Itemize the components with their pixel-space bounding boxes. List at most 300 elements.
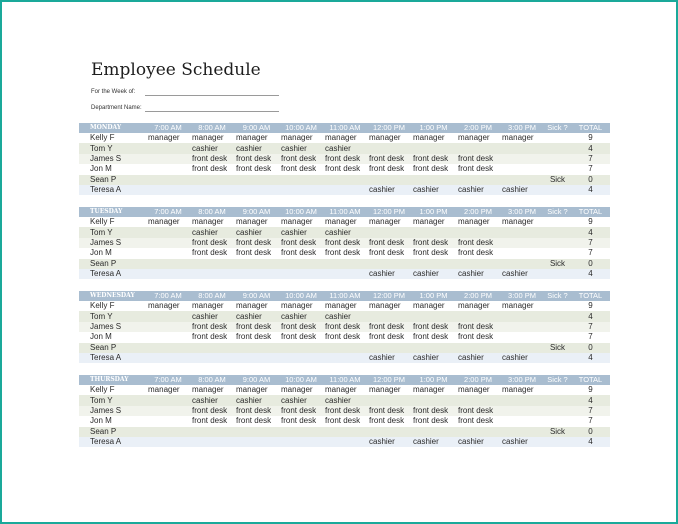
total-cell: 4 — [571, 353, 610, 363]
shift-cell — [146, 238, 190, 248]
sick-header: Sick ? — [544, 123, 571, 133]
table-row — [79, 154, 610, 164]
shift-cell: front desk — [456, 406, 500, 416]
sick-header: Sick ? — [544, 207, 571, 217]
sick-cell: Sick — [544, 175, 571, 185]
shift-cell — [500, 343, 544, 353]
total-cell: 7 — [571, 248, 610, 258]
sick-header: Sick ? — [544, 375, 571, 385]
shift-cell: front desk — [234, 322, 279, 332]
employee-name: Tom Y — [79, 311, 146, 321]
shift-cell — [500, 395, 544, 405]
shift-cell — [146, 343, 190, 353]
sick-cell — [544, 332, 571, 342]
shift-cell — [146, 353, 190, 363]
shift-cell — [279, 343, 323, 353]
shift-cell — [323, 343, 367, 353]
sick-cell — [544, 143, 571, 153]
shift-cell: cashier — [456, 185, 500, 195]
employee-name: James S — [79, 406, 146, 416]
time-header: 12:00 PM — [367, 375, 411, 385]
table-row — [79, 416, 610, 426]
employee-name: Sean P — [79, 259, 146, 269]
employee-name: Teresa A — [79, 353, 146, 363]
shift-cell — [234, 185, 279, 195]
total-cell: 4 — [571, 395, 610, 405]
table-row — [79, 133, 610, 143]
time-header: 9:00 AM — [234, 291, 279, 301]
table-row — [79, 143, 610, 153]
shift-cell — [279, 175, 323, 185]
employee-name: Teresa A — [79, 269, 146, 279]
shift-cell: cashier — [411, 353, 456, 363]
table-row — [79, 406, 610, 416]
shift-cell: manager — [234, 301, 279, 311]
day-name: MONDAY — [79, 123, 146, 133]
shift-cell — [146, 227, 190, 237]
shift-cell: front desk — [367, 322, 411, 332]
total-cell: 7 — [571, 238, 610, 248]
shift-cell: front desk — [234, 154, 279, 164]
shift-cell: front desk — [279, 406, 323, 416]
shift-cell — [279, 353, 323, 363]
shift-cell: manager — [279, 217, 323, 227]
shift-cell — [367, 175, 411, 185]
shift-cell — [323, 353, 367, 363]
shift-cell — [146, 406, 190, 416]
shift-cell: front desk — [190, 322, 234, 332]
shift-cell: cashier — [500, 353, 544, 363]
employee-name: Kelly F — [79, 133, 146, 143]
shift-cell — [146, 143, 190, 153]
employee-name: Teresa A — [79, 185, 146, 195]
shift-cell — [279, 185, 323, 195]
shift-cell: manager — [500, 301, 544, 311]
shift-cell: front desk — [411, 406, 456, 416]
shift-cell — [411, 175, 456, 185]
shift-cell: manager — [146, 133, 190, 143]
total-cell: 0 — [571, 175, 610, 185]
time-header: 12:00 PM — [367, 123, 411, 133]
shift-cell: manager — [411, 301, 456, 311]
shift-cell: front desk — [367, 154, 411, 164]
shift-cell — [500, 164, 544, 174]
sick-cell — [544, 154, 571, 164]
sick-cell: Sick — [544, 427, 571, 437]
schedule-table-monday — [79, 123, 610, 195]
shift-cell: front desk — [411, 154, 456, 164]
shift-cell: cashier — [190, 311, 234, 321]
time-header: 11:00 AM — [323, 375, 367, 385]
sick-cell — [544, 238, 571, 248]
time-header: 7:00 AM — [146, 375, 190, 385]
shift-cell — [367, 427, 411, 437]
shift-cell: manager — [411, 217, 456, 227]
shift-cell — [456, 395, 500, 405]
shift-cell — [146, 416, 190, 426]
shift-cell: cashier — [367, 353, 411, 363]
time-header: 2:00 PM — [456, 207, 500, 217]
table-row — [79, 185, 610, 195]
shift-cell: front desk — [367, 248, 411, 258]
employee-name: Jon M — [79, 332, 146, 342]
sick-cell — [544, 301, 571, 311]
shift-cell: manager — [146, 301, 190, 311]
employee-name: Sean P — [79, 427, 146, 437]
total-header: TOTAL — [571, 291, 610, 301]
shift-cell: front desk — [456, 164, 500, 174]
week-label: For the Week of: — [91, 89, 136, 95]
employee-name: James S — [79, 154, 146, 164]
shift-cell — [234, 175, 279, 185]
employee-name: Tom Y — [79, 143, 146, 153]
sick-cell — [544, 311, 571, 321]
sick-cell — [544, 395, 571, 405]
shift-cell: front desk — [323, 164, 367, 174]
employee-name: Teresa A — [79, 437, 146, 447]
shift-cell: front desk — [367, 332, 411, 342]
shift-cell: manager — [456, 133, 500, 143]
employee-name: James S — [79, 238, 146, 248]
sick-cell — [544, 185, 571, 195]
shift-cell — [234, 437, 279, 447]
shift-cell — [323, 185, 367, 195]
schedule-table-tuesday — [79, 207, 610, 279]
shift-cell — [411, 259, 456, 269]
shift-cell: cashier — [367, 269, 411, 279]
table-row — [79, 385, 610, 395]
shift-cell: front desk — [279, 322, 323, 332]
total-header: TOTAL — [571, 375, 610, 385]
shift-cell — [279, 437, 323, 447]
total-cell: 7 — [571, 154, 610, 164]
employee-name: Kelly F — [79, 301, 146, 311]
shift-cell — [500, 311, 544, 321]
shift-cell: front desk — [279, 332, 323, 342]
shift-cell: cashier — [456, 353, 500, 363]
shift-cell: front desk — [190, 164, 234, 174]
employee-name: Sean P — [79, 175, 146, 185]
time-header: 3:00 PM — [500, 291, 544, 301]
shift-cell: front desk — [456, 332, 500, 342]
shift-cell: manager — [456, 301, 500, 311]
shift-cell — [234, 343, 279, 353]
shift-cell — [146, 185, 190, 195]
shift-cell — [456, 227, 500, 237]
table-row — [79, 259, 610, 269]
total-cell: 7 — [571, 416, 610, 426]
shift-cell — [146, 259, 190, 269]
shift-cell: manager — [456, 217, 500, 227]
shift-cell — [279, 269, 323, 279]
shift-cell: front desk — [456, 322, 500, 332]
shift-cell: manager — [323, 217, 367, 227]
employee-name: Jon M — [79, 164, 146, 174]
shift-cell — [146, 322, 190, 332]
shift-cell — [500, 416, 544, 426]
shift-cell — [500, 406, 544, 416]
shift-cell: cashier — [500, 437, 544, 447]
total-cell: 0 — [571, 427, 610, 437]
total-cell: 9 — [571, 301, 610, 311]
shift-cell — [190, 175, 234, 185]
shift-cell: cashier — [234, 143, 279, 153]
shift-cell: cashier — [323, 311, 367, 321]
shift-cell: manager — [500, 385, 544, 395]
shift-cell — [146, 269, 190, 279]
time-header: 3:00 PM — [500, 375, 544, 385]
document-title: Employee Schedule — [91, 60, 261, 80]
shift-cell: front desk — [367, 164, 411, 174]
shift-cell: cashier — [279, 227, 323, 237]
shift-cell: cashier — [323, 227, 367, 237]
sick-cell: Sick — [544, 343, 571, 353]
total-cell: 9 — [571, 133, 610, 143]
shift-cell — [411, 427, 456, 437]
schedule-table-wednesday — [79, 291, 610, 363]
shift-cell: cashier — [190, 227, 234, 237]
shift-cell — [500, 175, 544, 185]
time-header: 7:00 AM — [146, 207, 190, 217]
shift-cell — [146, 164, 190, 174]
table-row — [79, 175, 610, 185]
shift-cell — [456, 311, 500, 321]
shift-cell — [323, 259, 367, 269]
shift-cell: manager — [146, 385, 190, 395]
shift-cell: front desk — [456, 248, 500, 258]
day-name: TUESDAY — [79, 207, 146, 217]
shift-cell: cashier — [500, 185, 544, 195]
department-label: Department Name: — [91, 105, 142, 111]
sick-cell — [544, 217, 571, 227]
shift-cell: manager — [456, 385, 500, 395]
shift-cell — [411, 143, 456, 153]
shift-cell — [323, 269, 367, 279]
shift-cell — [190, 343, 234, 353]
shift-cell: front desk — [190, 248, 234, 258]
shift-cell — [367, 227, 411, 237]
shift-cell — [234, 259, 279, 269]
department-input-line[interactable] — [145, 111, 279, 112]
table-row — [79, 227, 610, 237]
total-cell: 4 — [571, 185, 610, 195]
shift-cell: manager — [190, 385, 234, 395]
shift-cell: cashier — [456, 437, 500, 447]
table-row — [79, 427, 610, 437]
shift-cell: manager — [500, 217, 544, 227]
total-cell: 9 — [571, 385, 610, 395]
total-cell: 7 — [571, 164, 610, 174]
shift-cell: cashier — [411, 185, 456, 195]
time-header: 12:00 PM — [367, 207, 411, 217]
employee-name: Kelly F — [79, 385, 146, 395]
shift-cell — [456, 175, 500, 185]
total-cell: 7 — [571, 332, 610, 342]
shift-cell: front desk — [234, 406, 279, 416]
shift-cell — [146, 154, 190, 164]
table-row — [79, 437, 610, 447]
shift-cell — [500, 154, 544, 164]
time-header: 1:00 PM — [411, 207, 456, 217]
shift-cell: front desk — [411, 164, 456, 174]
shift-cell — [146, 427, 190, 437]
table-row — [79, 301, 610, 311]
shift-cell: front desk — [279, 154, 323, 164]
shift-cell: cashier — [234, 311, 279, 321]
sick-cell — [544, 322, 571, 332]
table-header-row — [79, 291, 610, 301]
shift-cell: cashier — [456, 269, 500, 279]
time-header: 9:00 AM — [234, 375, 279, 385]
shift-cell: front desk — [323, 406, 367, 416]
shift-cell: cashier — [500, 269, 544, 279]
sick-cell — [544, 269, 571, 279]
shift-cell — [411, 227, 456, 237]
shift-cell: manager — [411, 385, 456, 395]
shift-cell: cashier — [411, 437, 456, 447]
time-header: 8:00 AM — [190, 291, 234, 301]
shift-cell: cashier — [190, 143, 234, 153]
shift-cell: manager — [234, 217, 279, 227]
table-row — [79, 248, 610, 258]
shift-cell: manager — [367, 301, 411, 311]
shift-cell — [190, 353, 234, 363]
sick-cell — [544, 133, 571, 143]
shift-cell — [279, 259, 323, 269]
shift-cell: front desk — [323, 238, 367, 248]
time-header: 11:00 AM — [323, 207, 367, 217]
shift-cell — [500, 238, 544, 248]
shift-cell: front desk — [456, 416, 500, 426]
total-cell: 0 — [571, 259, 610, 269]
shift-cell — [146, 311, 190, 321]
shift-cell: manager — [367, 385, 411, 395]
shift-cell: front desk — [279, 416, 323, 426]
shift-cell: front desk — [323, 322, 367, 332]
shift-cell — [234, 427, 279, 437]
shift-cell — [146, 248, 190, 258]
shift-cell — [500, 332, 544, 342]
shift-cell: manager — [190, 217, 234, 227]
shift-cell: manager — [190, 133, 234, 143]
shift-cell — [456, 259, 500, 269]
time-header: 1:00 PM — [411, 291, 456, 301]
sick-cell — [544, 385, 571, 395]
shift-cell: front desk — [279, 238, 323, 248]
sick-header: Sick ? — [544, 291, 571, 301]
shift-cell: cashier — [323, 395, 367, 405]
shift-cell — [190, 437, 234, 447]
shift-cell: manager — [279, 133, 323, 143]
sick-cell — [544, 227, 571, 237]
shift-cell: manager — [279, 301, 323, 311]
shift-cell: cashier — [367, 437, 411, 447]
sick-cell — [544, 248, 571, 258]
employee-name: Kelly F — [79, 217, 146, 227]
shift-cell: front desk — [411, 238, 456, 248]
shift-cell: front desk — [323, 248, 367, 258]
time-header: 11:00 AM — [323, 123, 367, 133]
total-header: TOTAL — [571, 123, 610, 133]
time-header: 2:00 PM — [456, 291, 500, 301]
sick-cell — [544, 416, 571, 426]
shift-cell — [456, 343, 500, 353]
shift-cell: cashier — [190, 395, 234, 405]
shift-cell — [456, 427, 500, 437]
shift-cell: front desk — [279, 248, 323, 258]
shift-cell — [367, 311, 411, 321]
shift-cell: front desk — [411, 416, 456, 426]
shift-cell: cashier — [234, 227, 279, 237]
total-cell: 4 — [571, 269, 610, 279]
shift-cell — [323, 427, 367, 437]
shift-cell: front desk — [190, 154, 234, 164]
shift-cell: cashier — [234, 395, 279, 405]
shift-cell — [500, 248, 544, 258]
time-header: 9:00 AM — [234, 123, 279, 133]
shift-cell: front desk — [234, 248, 279, 258]
day-name: THURSDAY — [79, 375, 146, 385]
shift-cell: front desk — [367, 238, 411, 248]
shift-cell: front desk — [234, 238, 279, 248]
shift-cell — [190, 259, 234, 269]
shift-cell — [146, 437, 190, 447]
sick-cell — [544, 353, 571, 363]
shift-cell — [411, 311, 456, 321]
table-header-row — [79, 123, 610, 133]
shift-cell — [323, 175, 367, 185]
employee-name: Jon M — [79, 416, 146, 426]
shift-cell — [146, 332, 190, 342]
shift-cell: front desk — [234, 164, 279, 174]
shift-cell: cashier — [279, 311, 323, 321]
table-row — [79, 238, 610, 248]
time-header: 3:00 PM — [500, 123, 544, 133]
shift-cell: cashier — [323, 143, 367, 153]
table-row — [79, 217, 610, 227]
shift-cell: front desk — [190, 332, 234, 342]
shift-cell: manager — [323, 385, 367, 395]
table-row — [79, 395, 610, 405]
time-header: 1:00 PM — [411, 375, 456, 385]
table-row — [79, 269, 610, 279]
shift-cell: front desk — [234, 416, 279, 426]
time-header: 1:00 PM — [411, 123, 456, 133]
shift-cell: front desk — [456, 238, 500, 248]
table-header-row — [79, 375, 610, 385]
sick-cell — [544, 437, 571, 447]
table-row — [79, 353, 610, 363]
table-row — [79, 164, 610, 174]
shift-cell — [500, 427, 544, 437]
table-row — [79, 332, 610, 342]
week-input-line[interactable] — [145, 95, 279, 96]
shift-cell — [234, 353, 279, 363]
shift-cell: front desk — [323, 416, 367, 426]
shift-cell: front desk — [323, 154, 367, 164]
time-header: 8:00 AM — [190, 123, 234, 133]
shift-cell — [500, 143, 544, 153]
shift-cell: manager — [367, 217, 411, 227]
total-cell: 7 — [571, 406, 610, 416]
shift-cell — [500, 259, 544, 269]
time-header: 9:00 AM — [234, 207, 279, 217]
shift-cell: front desk — [367, 406, 411, 416]
time-header: 10:00 AM — [279, 123, 323, 133]
shift-cell — [367, 143, 411, 153]
time-header: 2:00 PM — [456, 123, 500, 133]
shift-cell — [367, 259, 411, 269]
